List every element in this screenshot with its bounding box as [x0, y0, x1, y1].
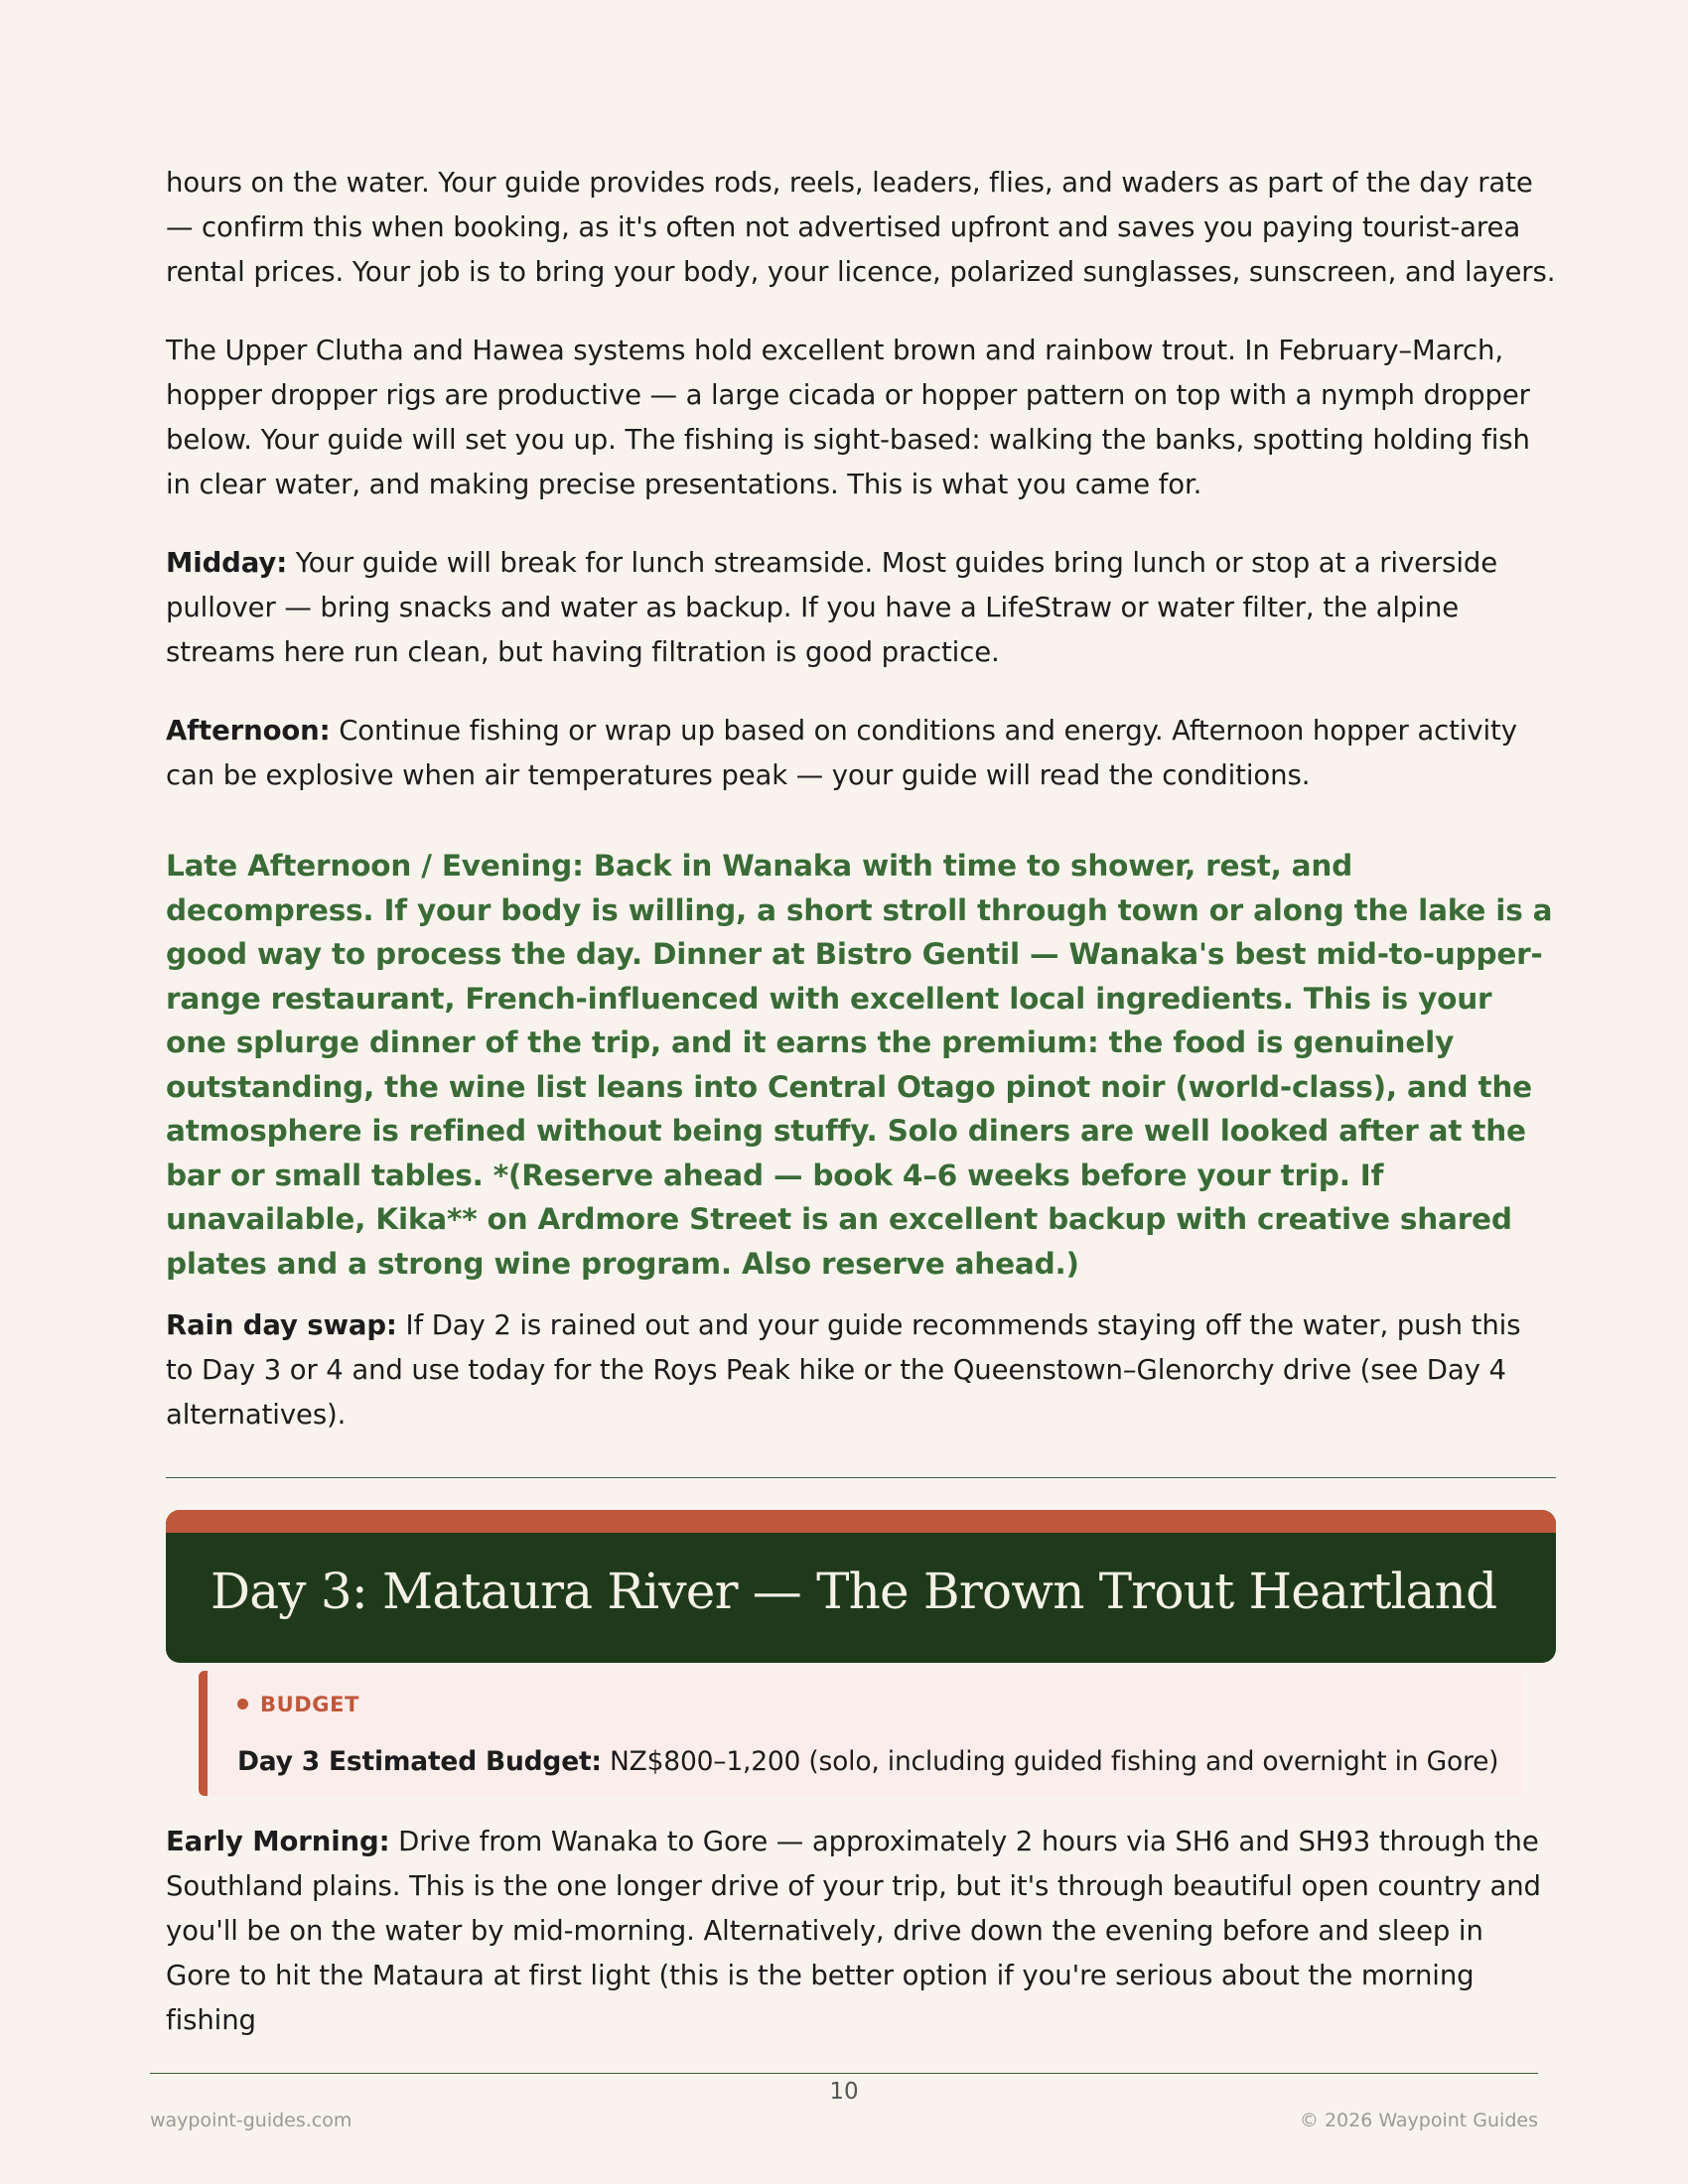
bullet-dot-icon: [237, 1699, 248, 1709]
early-morning-label: Early Morning:: [166, 1826, 390, 1857]
midday-label: Midday:: [166, 547, 288, 579]
footer-divider: [150, 2073, 1538, 2074]
paragraph-rain-day: [166, 1303, 1556, 1437]
rain-day-label: Rain day swap:: [166, 1309, 397, 1341]
evening-highlight: Late Afternoon / Evening: Back in Wanaka with time to shower, rest, and decompress. If your body is willing, a short stroll through town or along the lake is a good way to process the day. Dinner at Bistro Gentil — Wanaka's best mid-to-upper-range restaurant, French-influenced with excellent local ingredients. This is your one splurge dinner of the trip, and it earns the premium: the food is genuinely outstanding, the wine list leans into Central Otago pinot noir (world-class), and the atmosphere is refined without being stuffy. Solo diners are well looked after at the bar or small tables. *(Reserve ahead — book 4–6 weeks before your trip. If unavailable, Kika** on Ardmore Street is an excellent backup with creative shared plates and a strong wine program. Also reserve ahead.): [166, 849, 1553, 1281]
paragraph-guide-gear: hours on the water. Your guide provides rods, reels, leaders, flies, and waders as part of the day rate — confirm this when booking, as it's often not advertised upfront and saves you paying tourist-area rental prices. Your job is to bring your body, your licence, polarized sunglasses, sunscreen, and layers.: [166, 167, 1556, 288]
budget-label: [237, 1685, 1503, 1724]
day-3-header: [166, 1510, 1556, 1663]
paragraph-early-morning: [166, 1820, 1556, 2043]
paragraph-trout-systems: The Upper Clutha and Hawea systems hold excellent brown and rainbow trout. In February–March, hopper dropper rigs are productive — a large cicada or hopper pattern on top with a nymph dropper below. Your guide will set you up. The fishing is sight-based: walking the banks, spotting holding fish in clear water, and making precise presentations. This is what you came for.: [166, 335, 1530, 500]
rain-day-text: If Day 2 is rained out and your guide recommends staying off the water, push this to Day 3 or 4 and use today for the Roys Peak hike or the Queenstown–Glenorchy drive (see Day 4 alternatives).: [166, 1309, 1521, 1431]
footer-copyright: © 2026 Waypoint Guides: [1299, 2110, 1538, 2131]
footer-site-link[interactable]: waypoint-guides.com: [150, 2110, 352, 2131]
paragraph-afternoon: [166, 709, 1556, 798]
day-header-accent-bar: [166, 1510, 1556, 1533]
page-number: 10: [829, 2079, 859, 2105]
paragraph-midday: [166, 541, 1556, 675]
afternoon-text: Continue fishing or wrap up based on conditions and energy. Afternoon hopper activity can be explosive when air temperatures peak — your guide will read the conditions.: [166, 715, 1517, 791]
budget-text: [237, 1742, 1503, 1782]
early-morning-text: Drive from Wanaka to Gore — approximately 2 hours via SH6 and SH93 through the Southland plains. This is the one longer drive of your trip, but it's through beautiful open country and you'll be on the water by mid-morning. Alternatively, drive down the evening before and sleep in Gore to hit the Mataura at first light (this is the better option if you're serious about the morning fishing: [166, 1826, 1541, 2036]
midday-text: Your guide will break for lunch streamside. Most guides bring lunch or stop at a riverside pullover — bring snacks and water as backup. If you have a LifeStraw or water filter, the alpine streams here run clean, but having filtration is good practice.: [166, 547, 1498, 668]
afternoon-label: Afternoon:: [166, 715, 331, 747]
budget-bold: Day 3 Estimated Budget:: [237, 1746, 602, 1777]
budget-value: NZ$800–1,200 (solo, including guided fishing and overnight in Gore): [601, 1746, 1499, 1777]
page-content: [166, 161, 1556, 2077]
section-divider: [166, 1477, 1556, 1478]
budget-callout: [199, 1671, 1523, 1796]
budget-label-text: BUDGET: [260, 1693, 359, 1716]
day-3-title: Day 3: Mataura River — The Brown Trout Heartland: [211, 1563, 1497, 1620]
